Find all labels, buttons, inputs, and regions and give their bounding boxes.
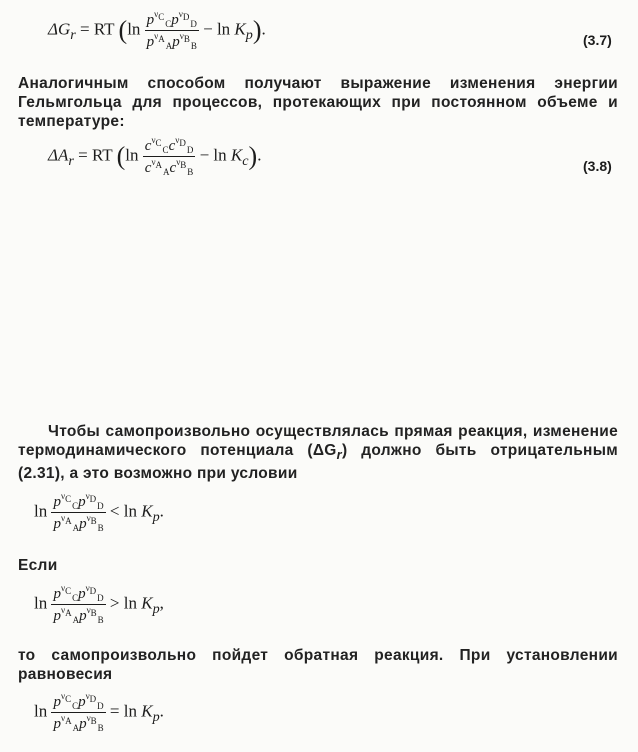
fraction-pressure: $\frac{p^{\nu_C}_Cp^{\nu_D}_D}{p^{\nu_A}_Ap^{\nu_B}_B}$ <box>146 9 197 51</box>
fraction-concentration: $\frac{c^{\nu_C}_Cc^{\nu_D}_D}{c^{\nu_A}_Ac^{\nu_B}_B}$ <box>144 135 194 177</box>
inequality-greater: ln $\frac{p^{\nu_C}_Cp^{\nu_D}_D}{p^{\nu_A}_Ap^{\nu_B}_B}$ > $\ln K_p$, <box>34 583 164 625</box>
paragraph-reverse-reaction: то самопроизвольно пойдет обратная реакция. При установлении равновесия <box>18 647 618 683</box>
equation-number-3-8: (3.8) <box>583 158 612 174</box>
paragraph-spontaneous-condition: Чтобы самопроизвольно осуществлялась прямая реакция, изменение термодинамического потенциала $(\Delta G_r)$ должно быть отрицательным (2.31), а это возможно при условии <box>18 423 619 483</box>
paragraph-helmholtz: Аналогичным способом получают выражение изменения энергии Гельмгольца для процессов, протекающих при постоянном объеме и температуре: <box>18 75 618 130</box>
inequality-less: ln $\frac{p^{\nu_C}_Cp^{\nu_D}_D}{p^{\nu_A}_Ap^{\nu_B}_B}$ < $\ln K_p$. <box>34 491 164 533</box>
equilibrium-equation: ln $\frac{p^{\nu_C}_Cp^{\nu_D}_D}{p^{\nu_A}_Ap^{\nu_B}_B}$ = $\ln K_p$. <box>34 691 164 733</box>
equation-3-7: $\Delta G_r$ = RT (ln $\frac{p^{\nu_C}_Cp^{\nu_D}_D}{p^{\nu_A}_Ap^{\nu_B}_B}$ − $\ln K_p$). <box>48 9 266 51</box>
word-if: Если <box>18 557 58 574</box>
equation-number-3-7: (3.7) <box>583 32 612 48</box>
equation-3-8: $\Delta A_r$ = RT (ln $\frac{c^{\nu_C}_Cc^{\nu_D}_D}{c^{\nu_A}_Ac^{\nu_B}_B}$ − $\ln K_c$). <box>48 135 262 177</box>
